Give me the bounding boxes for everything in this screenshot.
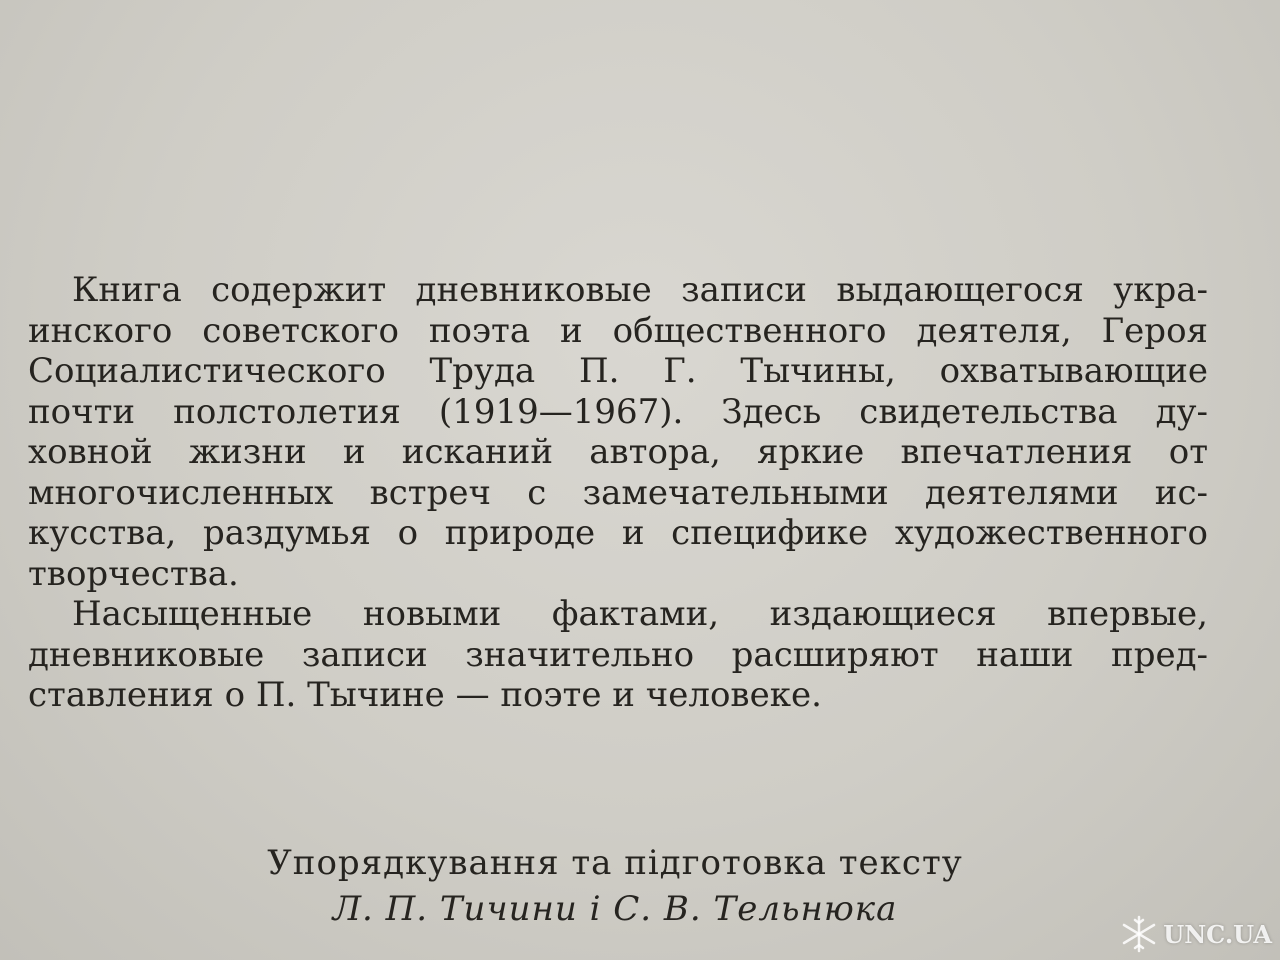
paragraph-2 (28, 594, 1208, 716)
text-line: ховной жизни и исканий автора, яркие впечатления от (28, 432, 1208, 472)
text-line: дневниковые записи значительно расширяют наши пред- (28, 634, 1208, 675)
text-line: Книга содержит дневниковые записи выдающегося укра- (72, 270, 1208, 310)
text-line: инского советского поэта и общественного деятеля, Героя (28, 310, 1208, 351)
credits-title: Упорядкування та підготовка тексту (267, 843, 963, 883)
text-line: многочисленных встреч с замечательными деятелями ис- (28, 472, 1208, 513)
text-line: творчества. (28, 553, 239, 594)
trident-snowflake-icon (1119, 914, 1159, 954)
text-line: Насыщенные новыми фактами, издающиеся впервые, (72, 594, 1208, 634)
text-line: Социалистического Труда П. Г. Тычины, охватывающие (28, 351, 1208, 391)
watermark-text: UNC.UA (1163, 919, 1272, 949)
watermark (1119, 914, 1272, 954)
annotation-text (28, 270, 1208, 716)
text-line: ставления о П. Тычине — поэте и человеке. (28, 675, 822, 715)
credits-names: Л. П. Тичини і С. В. Тельнюка (332, 889, 898, 929)
credits (0, 840, 1230, 932)
text-line: кусства, раздумья о природе и специфике художественного (28, 513, 1208, 553)
text-line: почти полстолетия (1919—1967). Здесь свидетельства ду- (28, 391, 1208, 432)
paragraph-1 (28, 270, 1208, 594)
